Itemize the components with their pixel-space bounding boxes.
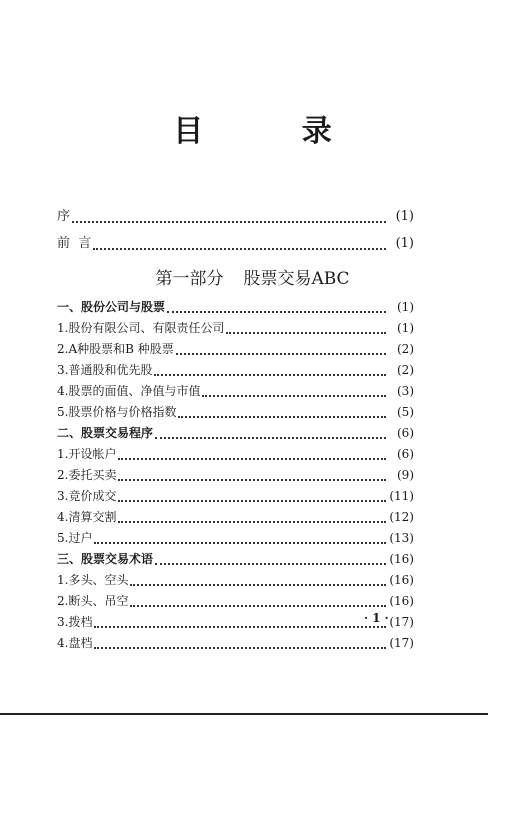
- toc-entry-label: 1.多头、空头: [57, 573, 129, 587]
- dot-leader: [118, 520, 386, 523]
- front-matter-list: [57, 205, 414, 259]
- toc-entry-page: (1): [395, 209, 414, 224]
- toc-item[interactable]: [57, 571, 414, 592]
- toc-item[interactable]: [57, 445, 414, 466]
- dot-leader: [118, 478, 386, 481]
- dot-leader: [94, 541, 386, 544]
- toc-section[interactable]: [57, 550, 414, 571]
- dot-leader: [130, 604, 386, 607]
- toc-entry-label: 5.股票价格与价格指数: [57, 405, 177, 419]
- bottom-rule: [0, 713, 488, 715]
- page-number: ·1·: [364, 611, 393, 625]
- toc-item[interactable]: [57, 487, 414, 508]
- toc-entry-page: (2): [397, 363, 414, 377]
- toc-section[interactable]: [57, 424, 414, 445]
- toc-item[interactable]: [57, 382, 414, 403]
- toc-item[interactable]: [57, 592, 414, 613]
- toc-section[interactable]: [57, 298, 414, 319]
- toc-entry-page: (3): [397, 384, 414, 398]
- toc-entry-label: 3.拨档: [57, 615, 93, 629]
- toc-entry-page: (16): [389, 594, 414, 608]
- toc-entry-label: 4.清算交割: [57, 510, 117, 524]
- toc-entry-page: (5): [397, 405, 414, 419]
- dot-leader: [93, 247, 386, 250]
- toc-entry-label: 1.开设帐户: [57, 447, 117, 461]
- dot-leader: [178, 415, 386, 418]
- toc-entry-label: 4.股票的面值、净值与市值: [57, 384, 201, 398]
- toc-entry-page: (9): [397, 468, 414, 482]
- toc-entry-page: (16): [389, 552, 414, 566]
- dot-leader: [202, 394, 386, 397]
- toc-entry-label: 二、股票交易程序: [57, 426, 154, 440]
- toc-entry-label: 2.断头、吊空: [57, 594, 129, 608]
- toc-item[interactable]: [57, 361, 414, 382]
- toc-entry-page: (17): [389, 636, 414, 650]
- toc-item[interactable]: [57, 613, 414, 634]
- toc-item[interactable]: [57, 403, 414, 424]
- dot-leader: [118, 499, 386, 502]
- toc-entry-foreword[interactable]: [57, 232, 414, 259]
- toc-entry-page: (6): [397, 426, 414, 440]
- page-title: 目 录: [173, 114, 376, 149]
- toc-entry-label: 前 言: [57, 236, 92, 251]
- toc-item[interactable]: [57, 466, 414, 487]
- toc-entry-page: (6): [397, 447, 414, 461]
- dot-leader: [154, 373, 386, 376]
- toc-item[interactable]: [57, 529, 414, 550]
- toc-item[interactable]: [57, 634, 414, 655]
- toc-entry-preface[interactable]: [57, 205, 414, 232]
- toc-entry-page: (1): [397, 321, 414, 335]
- toc-entry-label: 3.竞价成交: [57, 489, 117, 503]
- toc-entry-page: (2): [397, 342, 414, 356]
- dot-leader: [167, 310, 386, 313]
- toc-entry-label: 3.普通股和优先股: [57, 363, 153, 377]
- toc-entry-page: (16): [389, 573, 414, 587]
- toc-entry-label: 2.A种股票和B 种股票: [57, 342, 174, 356]
- toc-item[interactable]: [57, 340, 414, 361]
- toc-entry-page: (13): [389, 531, 414, 545]
- dot-leader: [176, 352, 386, 355]
- toc-entry-page: (11): [389, 489, 414, 503]
- toc-entry-page: (17): [389, 615, 414, 629]
- dot-leader: [72, 220, 386, 223]
- part-number: 第一部分: [155, 269, 224, 289]
- toc-entry-page: (12): [389, 510, 414, 524]
- dot-leader: [94, 646, 386, 649]
- toc-entry-label: 1.股份有限公司、有限责任公司: [57, 321, 225, 335]
- part-heading: [0, 268, 505, 290]
- toc-entry-label: 三、股票交易术语: [57, 552, 154, 566]
- toc-item[interactable]: [57, 319, 414, 340]
- dot-leader: [155, 562, 386, 565]
- toc-entry-label: 序: [57, 209, 71, 224]
- toc-entry-label: 4.盘档: [57, 636, 93, 650]
- dot-leader: [226, 331, 386, 334]
- dot-leader: [130, 583, 386, 586]
- dot-leader: [118, 457, 386, 460]
- toc-entry-label: 2.委托买卖: [57, 468, 117, 482]
- part-name: 股票交易ABC: [243, 269, 350, 289]
- dot-leader: [94, 625, 386, 628]
- toc-entry-label: 一、股份公司与股票: [57, 300, 166, 314]
- toc-entry-page: (1): [395, 236, 414, 251]
- toc-entry-page: (1): [397, 300, 414, 314]
- dot-leader: [155, 436, 386, 439]
- toc-item[interactable]: [57, 508, 414, 529]
- toc-entry-label: 5.过户: [57, 531, 93, 545]
- toc-list: [57, 298, 414, 655]
